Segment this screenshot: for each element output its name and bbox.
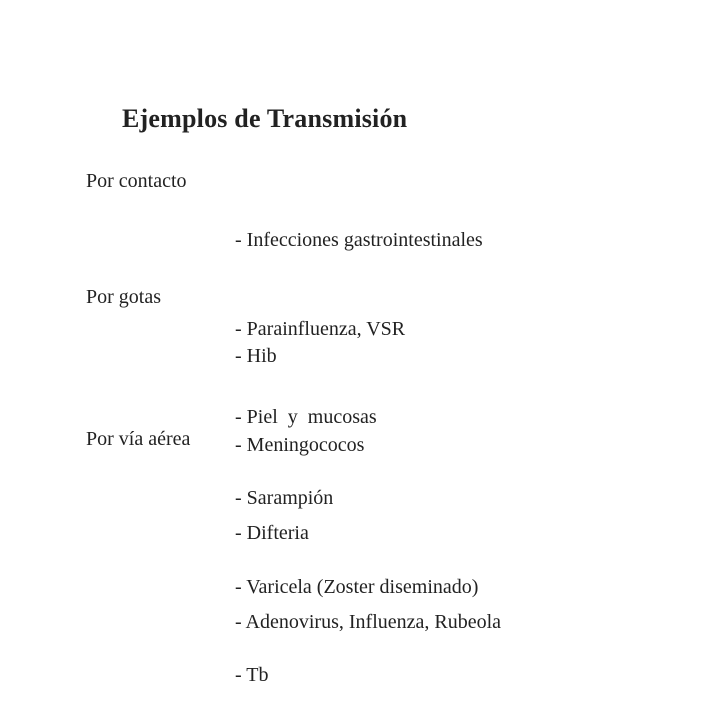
list-item: - Varicela (Zoster diseminado) <box>235 575 479 598</box>
row-label-airborne: Por vía aérea <box>86 428 191 450</box>
row-items-airborne <box>235 425 478 720</box>
list-item: - Parainfluenza, VSR <box>235 317 406 340</box>
list-item: - Infecciones gastrointestinales <box>235 229 483 251</box>
list-item: - Tb <box>235 664 269 686</box>
list-item: - Piel y mucosas <box>235 406 377 428</box>
list-item: - Adenovirus, Influenza, Rubeola <box>235 610 502 633</box>
list-item: - Hib <box>235 345 277 367</box>
row-label-contact: Por contacto <box>86 170 187 192</box>
slide-title: Ejemplos de Transmisión <box>122 104 408 133</box>
list-item: - Meningococos <box>235 433 365 456</box>
row-label-droplets: Por gotas <box>86 286 161 308</box>
list-item: - Sarampión <box>235 487 334 509</box>
list-item: - Difteria <box>235 522 309 544</box>
